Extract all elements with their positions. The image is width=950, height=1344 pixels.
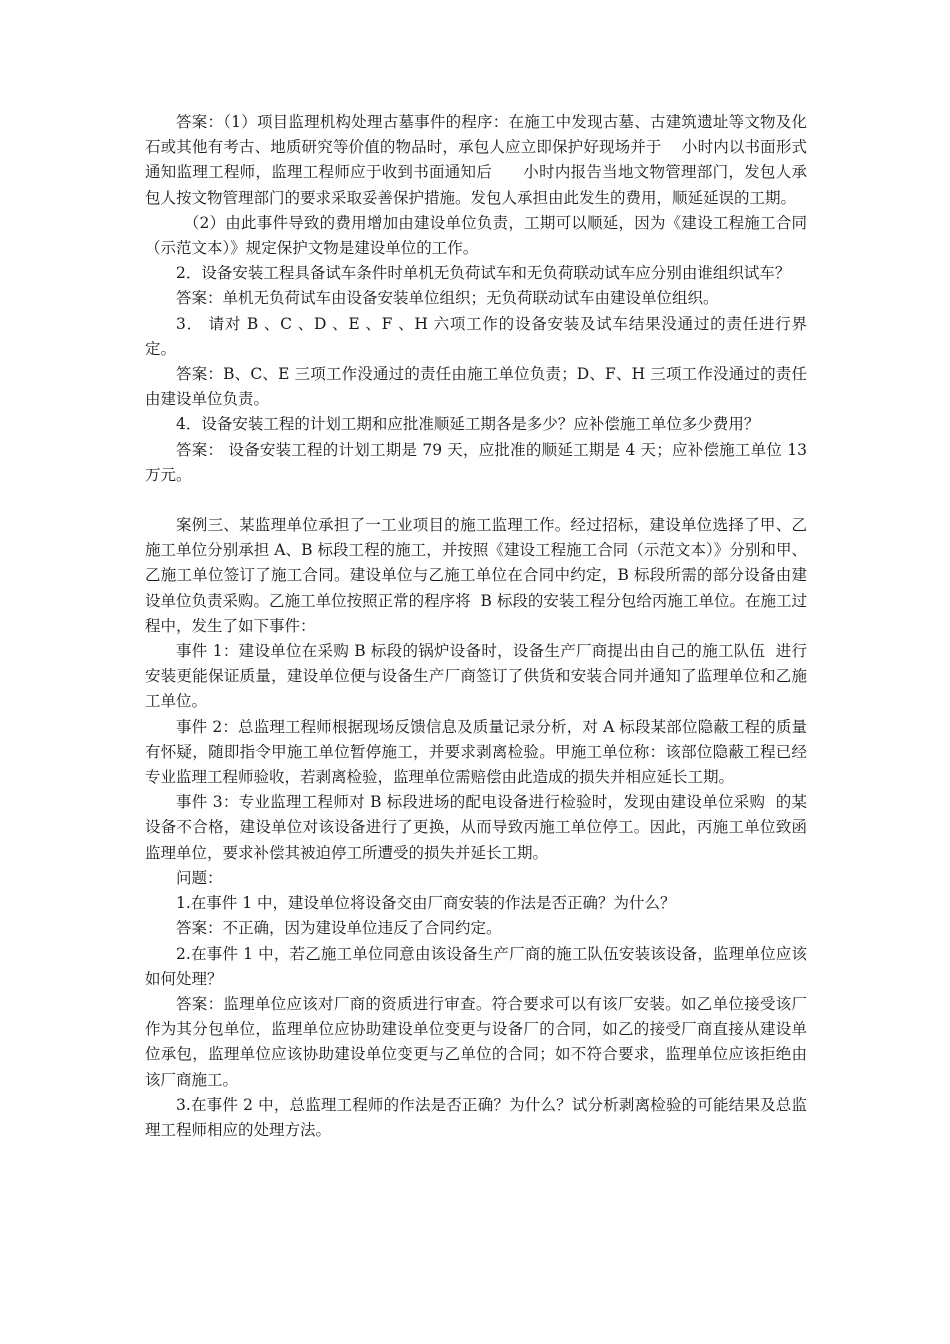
answer-1-paragraph: 答案：（1）项目监理机构处理古墓事件的程序：在施工中发现古墓、古建筑遗址等文物及化石或其他有考古、地质研究等价值的物品时，承包人应立即保护好现场并于 小时内以书面形式通知监理工程师，监理工程师应于收到书面通知后 小时内报告当地文物管理部门，发包人承包人按文物管理部门的要求采取妥善保护措施。发包人承担由此发生的费用，顺延延误的工期。: [145, 113, 807, 207]
question-4-paragraph: 4．设备安装工程的计划工期和应批准顺延工期各是多少？应补偿施工单位多少费用？: [176, 415, 760, 434]
case-3-question-3-paragraph: 3.在事件 2 中，总监理工程师的作法是否正确？为什么？试分析剥离检验的可能结果及总监理工程师相应的处理方法。: [145, 1095, 807, 1139]
event-1-paragraph: 事件 1：建设单位在采购 B 标段的锅炉设备时，设备生产厂商提出由自己的施工队伍 进行安装更能保证质量，建设单位便与设备生产厂商签订了供货和安装合同并通知了监理单位和乙施工单位。: [145, 642, 807, 711]
question-3-paragraph: 3． 请对 B 、C 、D 、E 、F 、H 六项工作的设备安装及试车结果没通过的责任进行界定。: [145, 314, 807, 358]
document-page: [145, 110, 812, 1143]
case-3-answer-1-paragraph: 答案：不正确，因为建设单位违反了合同约定。: [176, 919, 502, 938]
case-3-question-2-paragraph: 2.在事件 1 中，若乙施工单位同意由该设备生产厂商的施工队伍安装该设备，监理单位应该如何处理？: [145, 944, 807, 988]
section-gap: [145, 488, 807, 513]
case-3-intro-paragraph: 案例三、某监理单位承担了一工业项目的施工监理工作。经过招标，建设单位选择了甲、乙施工单位分别承担 A、B 标段工程的施工，并按照《建设工程施工合同（示范文本）》分别和甲、乙施工单位签订了施工合同。建设单位与乙施工单位在合同中约定，B 标段所需的部分设备由建设单位负责采购。乙施工单位按照正常的程序将 B 标段的安装工程分包给丙施工单位。在施工过程中，发生了如下事件：: [145, 516, 807, 635]
question-2-paragraph: 2．设备安装工程具备试车条件时单机无负荷试车和无负荷联动试车应分别由谁组织试车？: [176, 264, 791, 283]
event-3-paragraph: 事件 3：专业监理工程师对 B 标段进场的配电设备进行检验时，发现由建设单位采购 的某设备不合格，建设单位对该设备进行了更换，从而导致丙施工单位停工。因此，丙施工单位致函监理单位，要求补偿其被迫停工所遭受的损失并延长工期。: [145, 793, 807, 862]
case-3-question-1-paragraph: 1.在事件 1 中，建设单位将设备交由厂商安装的作法是否正确？为什么？: [176, 894, 676, 913]
event-2-paragraph: 事件 2：总监理工程师根据现场反馈信息及质量记录分析，对 A 标段某部位隐蔽工程的质量有怀疑，随即指令甲施工单位暂停施工，并要求剥离检验。甲施工单位称：该部位隐蔽工程已经专业监理工程师验收，若剥离检验，监理单位需赔偿由此造成的损失并相应延长工期。: [145, 717, 807, 787]
answer-3-paragraph: 答案：B、C、E 三项工作没通过的责任由施工单位负责；D、F、H 三项工作没通过的责任由建设单位负责。: [145, 365, 807, 409]
answer-4-paragraph: 答案： 设备安装工程的计划工期是 79 天，应批准的顺延工期是 4 天；应补偿施工单位 13 万元。: [145, 440, 812, 484]
questions-heading: 问题：: [176, 868, 223, 887]
answer-2-paragraph: 答案：单机无负荷试车由设备安装单位组织；无负荷联动试车由建设单位组织。: [176, 289, 719, 308]
answer-1-part-2-paragraph: （2）由此事件导致的费用增加由建设单位负责，工期可以顺延，因为《建设工程施工合同（示范文本）》规定保护文物是建设单位的工作。: [145, 213, 807, 258]
case-3-answer-2-paragraph: 答案：监理单位应该对厂商的资质进行审查。符合要求可以有该厂安装。如乙单位接受该厂作为其分包单位，监理单位应协助建设单位变更与设备厂的合同，如乙的接受厂商直接从建设单位承包，监理单位应该协助建设单位变更与乙单位的合同；如不符合要求，监理单位应该拒绝由该厂商施工。: [145, 994, 807, 1089]
